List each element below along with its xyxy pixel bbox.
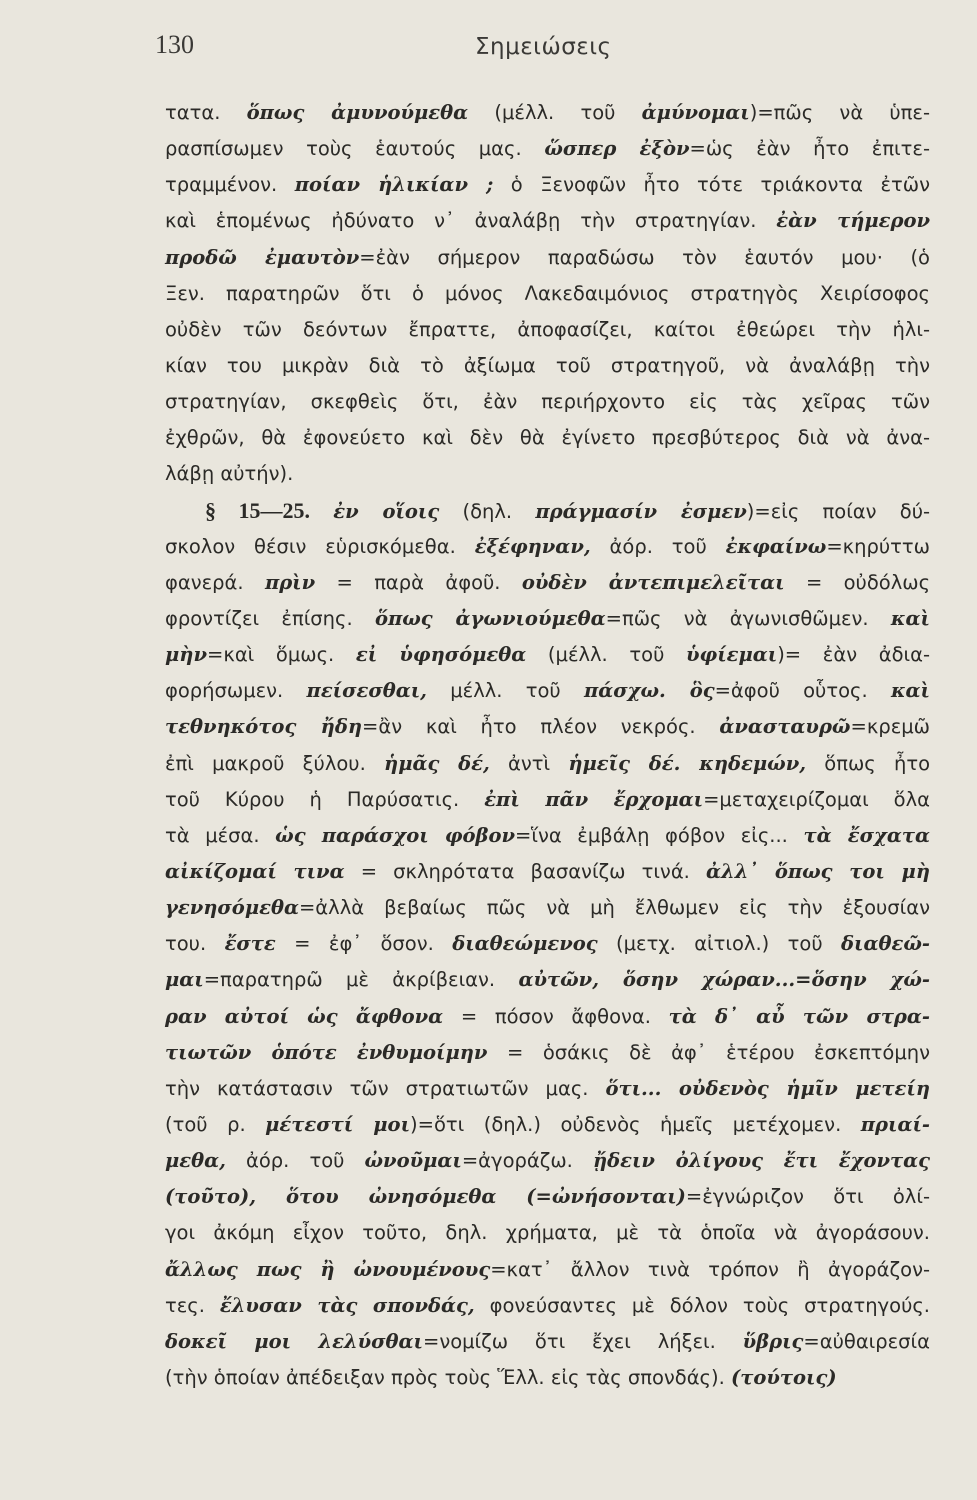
bold-term: αὐτῶν, ὅσην χώραν...=ὅσην χώ- bbox=[518, 968, 930, 992]
text-line bbox=[165, 1252, 930, 1288]
bold-term: μὴν bbox=[165, 643, 207, 667]
text-line bbox=[165, 673, 930, 709]
bold-term: μεθα, bbox=[165, 1149, 226, 1173]
text-run: )=εἰς ποίαν δύ- bbox=[746, 499, 931, 523]
text-run: (τὴν ὁποίαν ἀπέδειξαν πρὸς τοὺς Ἕλλ. εἰς τὰς σπονδάς). bbox=[165, 1365, 731, 1389]
text-run: τραμμένον. bbox=[165, 173, 295, 197]
bold-term: τιωτῶν ὁπότε ἐνθυμοίμην bbox=[165, 1040, 488, 1064]
text-line bbox=[165, 926, 930, 962]
bold-term: ὥσπερ ἐξὸν bbox=[544, 137, 690, 161]
bold-term: ἀλλ᾽ ὅπως τοι μὴ bbox=[706, 859, 930, 883]
bold-term: ποίαν ἡλικίαν ; bbox=[294, 173, 494, 197]
text-run: = παρὰ ἀφοῦ. bbox=[315, 570, 522, 594]
text-line bbox=[165, 818, 930, 854]
bold-term: ὕβρις bbox=[742, 1329, 804, 1353]
text-run: οὐδὲν τῶν δεόντων ἔπραττε, ἀποφασίζει, καίτοι ἐθεώρει τὴν ἡλι- bbox=[165, 317, 930, 341]
bold-term: διαθεώμενος bbox=[452, 932, 598, 956]
bold-term: ἀμύνομαι bbox=[641, 101, 750, 124]
running-title: Σημειώσεις bbox=[475, 34, 612, 60]
text-run: )= ἐὰν ἀδια- bbox=[777, 643, 931, 667]
text-line bbox=[165, 240, 930, 276]
text-run: φονεύσαντες μὲ δόλον τοὺς στρατηγούς. bbox=[474, 1293, 930, 1317]
bold-term: πάσχω. ὃς bbox=[583, 679, 715, 703]
text-run: φορήσωμεν. bbox=[165, 679, 307, 703]
text-run: )=πῶς νὰ ὑπε- bbox=[749, 101, 930, 124]
text-line bbox=[165, 782, 930, 818]
bold-term: δοκεῖ μοι λελύσθαι bbox=[165, 1329, 423, 1353]
text-line bbox=[165, 95, 930, 131]
text-line bbox=[165, 203, 930, 239]
text-line bbox=[165, 348, 930, 384]
text-run: ἐπὶ μακροῦ ξύλου. bbox=[165, 751, 385, 775]
bold-term: ὅπως ἀμυνούμεθα bbox=[246, 101, 469, 124]
text-run: κίαν του μικρὰν διὰ τὸ ἀξίωμα τοῦ στρατηγοῦ, νὰ ἀναλάβῃ τὴν bbox=[165, 353, 930, 377]
text-run: (δηλ. bbox=[439, 499, 536, 523]
bold-term: καὶ bbox=[890, 606, 930, 630]
text-run: =μεταχειρίζομαι ὅλα bbox=[703, 787, 931, 811]
bold-term: ἄλλως πως ἢ ὠνουμένους bbox=[165, 1257, 491, 1281]
text-run: φροντίζει ἐπίσης. bbox=[165, 606, 375, 630]
text-run: (μετχ. αἰτιολ.) τοῦ bbox=[597, 932, 842, 956]
text-line bbox=[165, 384, 930, 420]
text-line bbox=[165, 420, 930, 456]
text-run: =ἂν καὶ ἦτο πλέον νεκρός. bbox=[362, 715, 720, 739]
bold-term: ἡμᾶς δέ, bbox=[384, 751, 490, 775]
text-line bbox=[165, 1071, 930, 1107]
text-run: ἀντὶ bbox=[489, 751, 569, 775]
bold-term: προδῶ ἐμαυτὸν bbox=[165, 245, 360, 269]
bold-term: τὰ δ᾽ αὖ τῶν στρα- bbox=[668, 1004, 931, 1028]
bold-term: ἀνασταυρῶ bbox=[719, 715, 851, 739]
bold-term: ὡς παράσχοι φόβον bbox=[275, 823, 516, 847]
text-line bbox=[165, 854, 930, 890]
bold-term: διαθεῶ- bbox=[841, 932, 930, 956]
bold-term: πριαί- bbox=[860, 1112, 930, 1136]
bold-term: ἐν οἵοις bbox=[333, 499, 440, 523]
bold-term: μαι bbox=[165, 968, 204, 992]
text-run: φανερά. bbox=[165, 570, 265, 594]
text-run: =κατ᾽ ἄλλον τινὰ τρόπον ἢ ἀγοράζον- bbox=[490, 1257, 930, 1281]
page-number: 130 bbox=[155, 30, 194, 59]
text-run: γοι ἀκόμη εἶχον τοῦτο, δηλ. χρήματα, μὲ τὰ ὁποῖα νὰ ἀγοράσουν. bbox=[165, 1221, 930, 1245]
text-line bbox=[165, 1324, 930, 1360]
bold-term: πείσεσθαι, bbox=[306, 679, 427, 703]
bold-term: πρὶν bbox=[264, 570, 316, 594]
text-line bbox=[165, 529, 930, 565]
text-run: =παρατηρῶ μὲ ἀκρίβειαν. bbox=[203, 968, 519, 992]
text-line bbox=[165, 890, 930, 926]
text-run: = πόσον ἄφθονα. bbox=[443, 1004, 669, 1028]
text-run: =ἀλλὰ βεβαίως πῶς νὰ μὴ ἔλθωμεν εἰς τὴν ἐξουσίαν bbox=[298, 896, 930, 920]
text-line bbox=[165, 746, 930, 782]
bold-term: ἐκφαίνω bbox=[725, 534, 827, 558]
text-run: =κηρύττω bbox=[826, 534, 930, 558]
bold-term: τὰ ἔσχατα bbox=[803, 823, 930, 847]
text-run: ἀόρ. τοῦ bbox=[590, 534, 726, 558]
bold-term: ἐπὶ πᾶν ἔρχομαι bbox=[484, 787, 704, 811]
body-text bbox=[165, 95, 930, 1396]
bold-term: καὶ bbox=[890, 679, 930, 703]
bold-term: ὅτι... οὐδενὸς ἡμῖν μετείη bbox=[605, 1076, 930, 1100]
page-header bbox=[155, 30, 917, 70]
text-run: στρατηγίαν, σκεφθεὶς ὅτι, ἐὰν περιήρχοντο εἰς τὰς χεῖρας τῶν bbox=[165, 390, 930, 414]
text-run: =καὶ ὅμως. bbox=[206, 643, 356, 667]
text-line bbox=[165, 1179, 930, 1215]
text-run: καὶ ἑπομένως ἠδύνατο ν᾽ ἀναλάβῃ τὴν στρατηγίαν. bbox=[165, 209, 777, 233]
text-line bbox=[165, 601, 930, 637]
bold-term: τεθνηκότος ἤδη bbox=[165, 715, 363, 739]
text-run: τοῦ Κύρου ἡ Παρύσατις. bbox=[165, 787, 485, 811]
text-line bbox=[165, 709, 930, 745]
section-ref: § 15—25. bbox=[205, 497, 311, 523]
bold-term: ὠνοῦμαι bbox=[364, 1149, 462, 1173]
bold-term: ἐξέφηναν, bbox=[474, 534, 591, 558]
bold-term: ὅπως ἀγωνιούμεθα bbox=[374, 606, 606, 630]
bold-term: ᾔδειν ὀλίγους ἔτι ἔχοντας bbox=[592, 1149, 930, 1173]
text-run: ὅπως ἦτο bbox=[806, 751, 931, 775]
text-line bbox=[165, 1107, 930, 1143]
text-run: Ξεν. παρατηρῶν ὅτι ὁ μόνος Λακεδαιμόνιος στρατηγὸς Χειρίσοφος bbox=[165, 281, 930, 305]
text-run: ρασπίσωμεν τοὺς ἑαυτούς μας. bbox=[165, 137, 545, 161]
text-run: μέλλ. τοῦ bbox=[426, 679, 584, 703]
text-run: σκολον θέσιν εὑρισκόμεθα. bbox=[165, 534, 475, 558]
text-run: = οὐδόλως bbox=[784, 570, 931, 594]
bold-term: ὑφίεμαι bbox=[686, 643, 778, 667]
text-run: (τοῦ ρ. bbox=[165, 1112, 266, 1136]
text-run: ὁ Ξενοφῶν ἦτο τότε τριάκοντα ἐτῶν bbox=[493, 173, 930, 197]
bold-term: (τούτοις) bbox=[731, 1365, 837, 1389]
text-line bbox=[165, 131, 930, 167]
bold-term: πράγμασίν ἐσμεν bbox=[535, 499, 747, 523]
text-line bbox=[165, 1360, 930, 1396]
text-run: =ἵνα ἐμβάλῃ φόβον εἰς... bbox=[515, 823, 804, 847]
text-run: =ἐγνώριζον ὅτι ὀλί- bbox=[685, 1185, 930, 1209]
bold-term: οὐδὲν ἀντεπιμελεῖται bbox=[521, 570, 785, 594]
bold-term: ραν αὐτοί ὡς ἄφθονα bbox=[165, 1004, 444, 1028]
text-line bbox=[165, 456, 930, 492]
text-run: (μέλλ. τοῦ bbox=[526, 643, 687, 667]
text-line bbox=[165, 1143, 930, 1179]
text-run: ἀόρ. τοῦ bbox=[225, 1149, 365, 1173]
text-run: =ἀφοῦ οὗτος. bbox=[714, 679, 891, 703]
text-line bbox=[165, 493, 930, 529]
bold-term: μέτεστί μοι bbox=[265, 1112, 411, 1136]
text-run: =αὐθαιρεσία bbox=[803, 1329, 930, 1353]
text-run bbox=[310, 500, 333, 523]
text-run: =ἀγοράζω. bbox=[461, 1149, 593, 1173]
bold-term: ἐὰν τήμερον bbox=[776, 209, 931, 233]
text-run: (μέλλ. τοῦ bbox=[468, 101, 642, 124]
text-run: =κρεμῶ bbox=[850, 715, 930, 739]
text-run: =ὡς ἐὰν ἦτο ἐπιτε- bbox=[689, 137, 930, 161]
text-line bbox=[165, 167, 930, 203]
bold-term: εἰ ὑφησόμεθα bbox=[355, 643, 527, 667]
text-line bbox=[165, 565, 930, 601]
text-run: = ὁσάκις δὲ ἀφ᾽ ἑτέρου ἐσκεπτόμην bbox=[487, 1040, 931, 1064]
text-line bbox=[165, 276, 930, 312]
text-run: ἐχθρῶν, θὰ ἐφονεύετο καὶ δὲν θὰ ἐγίνετο πρεσβύτερος διὰ νὰ ἀνα- bbox=[165, 426, 930, 450]
text-run: τὰ μέσα. bbox=[165, 823, 276, 847]
text-line bbox=[165, 962, 930, 998]
text-line bbox=[165, 1215, 930, 1251]
bold-term: ἔλυσαν τὰς σπονδάς, bbox=[219, 1293, 475, 1317]
bold-term: ἔστε bbox=[224, 932, 276, 956]
bold-term: γενησόμεθα bbox=[165, 896, 299, 920]
text-line bbox=[165, 312, 930, 348]
text-line bbox=[165, 637, 930, 673]
text-line bbox=[165, 999, 930, 1035]
text-line bbox=[165, 1288, 930, 1324]
text-run: = ἐφ᾽ ὅσον. bbox=[275, 932, 453, 956]
text-run: τες. bbox=[165, 1293, 220, 1317]
text-run: τὴν κατάστασιν τῶν στρατιωτῶν μας. bbox=[165, 1076, 606, 1100]
text-run: =νομίζω ὅτι ἔχει λήξει. bbox=[422, 1329, 743, 1353]
bold-term: ἡμεῖς δέ. κηδεμών, bbox=[568, 751, 807, 775]
text-run: =ἐὰν σήμερον παραδώσω τὸν ἑαυτόν μου· (ὁ bbox=[359, 245, 930, 269]
text-run: τατα. bbox=[165, 101, 247, 124]
text-run: του. bbox=[165, 932, 225, 956]
text-line bbox=[165, 1035, 930, 1071]
bold-term: αἰκίζομαί τινα bbox=[165, 859, 345, 883]
text-run: )=ὅτι (δηλ.) οὐδενὸς ἡμεῖς μετέχομεν. bbox=[410, 1112, 861, 1136]
bold-term: (τοῦτο), ὅτου ὠνησόμεθα (=ὠνήσονται) bbox=[165, 1185, 686, 1209]
text-run: λάβῃ αὐτήν). bbox=[165, 462, 294, 486]
text-run: =πῶς νὰ ἀγωνισθῶμεν. bbox=[605, 606, 891, 630]
text-run: = σκληρότατα βασανίζω τινά. bbox=[344, 859, 707, 883]
